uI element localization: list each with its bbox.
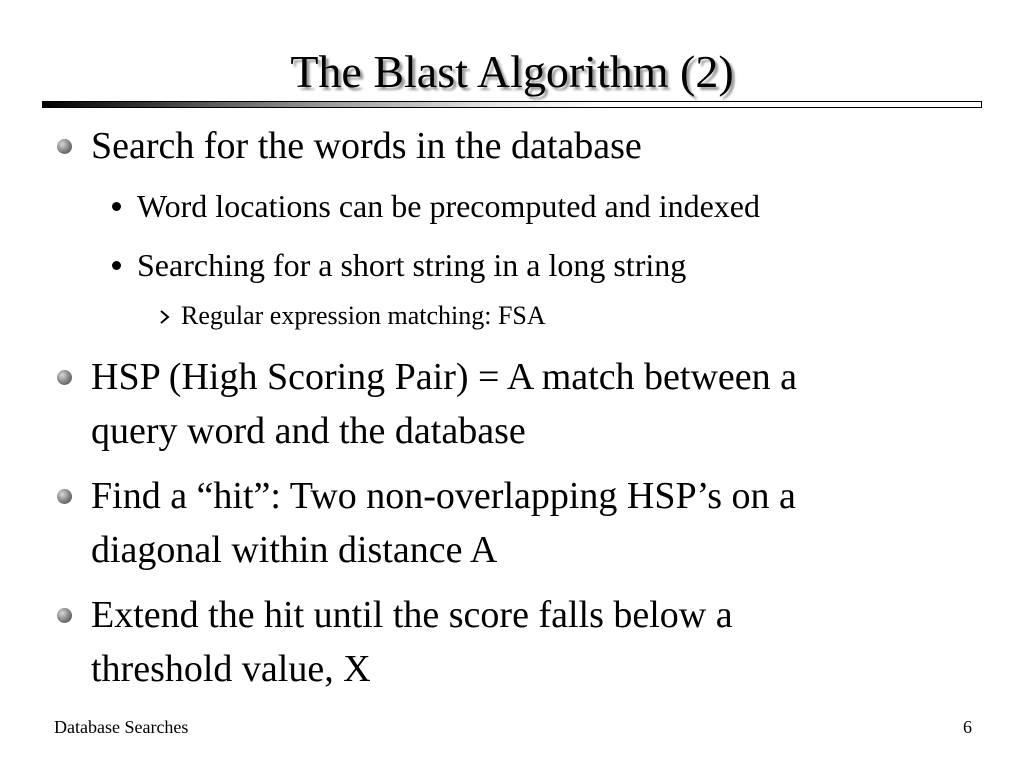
bullet-text-line-2: diagonal within distance A [91, 529, 498, 571]
bullet-text-line-2: threshold value, X [91, 648, 371, 690]
bullet-text-line-1: Extend the hit until the score falls below a [91, 594, 733, 636]
footer-label: Database Searches [54, 717, 189, 737]
round-bullet-icon [57, 370, 72, 385]
dot-bullet-icon [112, 261, 121, 270]
arrow-bullet-icon [159, 310, 171, 324]
sub-bullet-text: Searching for a short string in a long string [137, 247, 687, 283]
page-number: 6 [963, 717, 972, 737]
sub-bullet-text: Word locations can be precomputed and indexed [137, 188, 760, 224]
bullet-text-line-2: query word and the database [91, 410, 526, 452]
bullet-text: Search for the words in the database [91, 125, 642, 167]
title-underline-bar [42, 101, 982, 108]
dot-bullet-icon [112, 202, 121, 211]
round-bullet-icon [57, 489, 72, 504]
slide-title: The Blast Algorithm (2) [290, 46, 734, 97]
round-bullet-icon [57, 139, 72, 154]
bullet-text-line-1: HSP (High Scoring Pair) = A match between a [91, 356, 798, 398]
sub-sub-bullet-text: Regular expression matching: FSA [181, 301, 546, 330]
round-bullet-icon [57, 608, 72, 623]
bullet-text-line-1: Find a “hit”: Two non-overlapping HSP’s on a [91, 475, 796, 517]
